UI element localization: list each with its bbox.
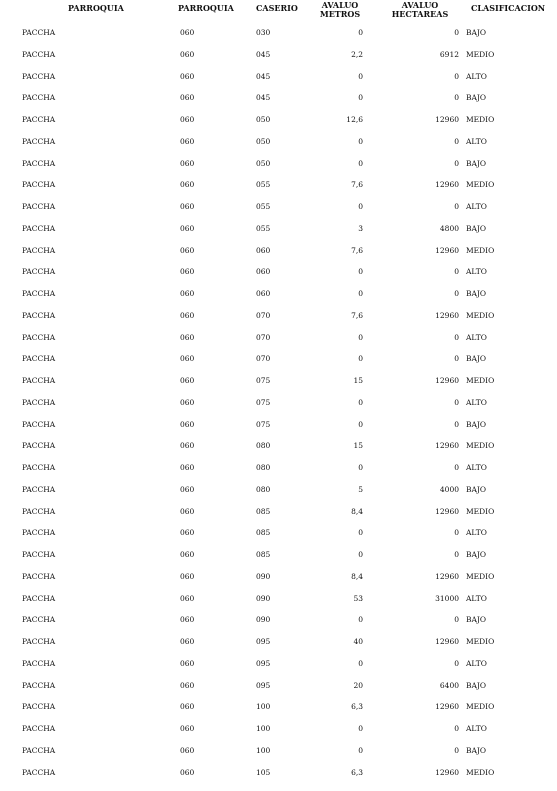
cell-parroquia: PACCHA: [22, 180, 56, 190]
cell-avaluo-hectareas: 0: [454, 332, 459, 342]
cell-avaluo-hectareas: 0: [454, 71, 459, 81]
cell-parroquia: PACCHA: [22, 202, 56, 211]
cell-clasificacion: BAJO: [466, 615, 487, 625]
cell-parroquia: PACCHA: [22, 484, 56, 494]
cell-avaluo-hectareas: 0: [454, 615, 459, 625]
cell-parroquia: PACCHA: [22, 615, 56, 625]
cell-avaluo-hectareas: 6912: [439, 49, 459, 59]
header-parroquia-1: PARROQUIA: [68, 3, 124, 13]
cell-caserio: 075: [256, 397, 271, 407]
cell-avaluo-hectareas: 0: [454, 724, 459, 733]
cell-avaluo-hectareas: 12960: [435, 571, 459, 581]
cell-avaluo-metros: 12,6: [346, 115, 363, 124]
cell-parroquia: PACCHA: [22, 158, 56, 168]
header-parroquia-2: PARROQUIA: [178, 3, 234, 13]
cell-clasificacion: ALTO: [466, 658, 487, 668]
cell-parroquia-code: 060: [180, 71, 195, 81]
cell-avaluo-hectareas: 0: [454, 202, 459, 211]
cell-clasificacion: BAJO: [466, 158, 487, 168]
cell-parroquia-code: 060: [180, 550, 195, 559]
table-row: [0, 48, 557, 70]
cell-avaluo-metros: 5: [358, 484, 363, 494]
cell-avaluo-hectareas: 0: [454, 93, 459, 103]
cell-parroquia-code: 060: [180, 202, 195, 211]
table-row: [0, 548, 557, 570]
cell-avaluo-hectareas: 12960: [435, 441, 459, 451]
table-row: [0, 722, 557, 744]
cell-avaluo-metros: 0: [358, 658, 363, 668]
table-row: [0, 744, 557, 766]
table-row: [0, 157, 557, 179]
cell-avaluo-metros: 6,3: [351, 767, 363, 777]
cell-caserio: 085: [256, 506, 271, 516]
cell-avaluo-metros: 0: [358, 93, 363, 103]
cell-clasificacion: MEDIO: [466, 767, 495, 777]
table-row: [0, 374, 557, 396]
cell-parroquia: PACCHA: [22, 49, 56, 59]
cell-caserio: 070: [256, 354, 271, 364]
cell-avaluo-metros: 0: [358, 202, 363, 211]
table-row: [0, 766, 557, 788]
cell-clasificacion: MEDIO: [466, 245, 495, 255]
table-row: [0, 657, 557, 679]
table-row: [0, 679, 557, 701]
cell-parroquia-code: 060: [180, 397, 195, 407]
header-caserio: CASERIO: [256, 3, 298, 13]
cell-avaluo-metros: 0: [358, 267, 363, 277]
cell-avaluo-metros: 0: [358, 463, 363, 472]
table-body: [0, 26, 557, 787]
cell-parroquia: PACCHA: [22, 702, 56, 712]
cell-avaluo-hectareas: 12960: [435, 115, 459, 124]
cell-parroquia-code: 060: [180, 745, 195, 755]
cell-parroquia-code: 060: [180, 463, 195, 472]
cell-parroquia: PACCHA: [22, 376, 56, 385]
cell-parroquia: PACCHA: [22, 767, 56, 777]
cell-avaluo-metros: 2,2: [351, 49, 363, 59]
table-row: [0, 439, 557, 461]
cell-caserio: 100: [256, 745, 271, 755]
cell-avaluo-metros: 53: [353, 593, 363, 603]
cell-clasificacion: ALTO: [466, 202, 487, 211]
cell-parroquia: PACCHA: [22, 463, 56, 472]
cell-parroquia: PACCHA: [22, 528, 56, 538]
cell-parroquia: PACCHA: [22, 332, 56, 342]
cell-avaluo-metros: 8,4: [351, 506, 363, 516]
cell-parroquia-code: 060: [180, 702, 195, 712]
cell-parroquia: PACCHA: [22, 441, 56, 451]
cell-parroquia: PACCHA: [22, 506, 56, 516]
cell-caserio: 055: [256, 202, 271, 211]
cell-caserio: 105: [256, 767, 271, 777]
header-avaluo-hectareas-line1: AVALUO: [401, 0, 439, 10]
cell-avaluo-hectareas: 0: [454, 267, 459, 277]
cell-avaluo-hectareas: 4000: [439, 484, 459, 494]
cell-avaluo-metros: 0: [358, 71, 363, 81]
cell-parroquia-code: 060: [180, 680, 195, 690]
cell-parroquia-code: 060: [180, 528, 195, 538]
cell-avaluo-hectareas: 0: [454, 419, 459, 429]
cell-avaluo-metros: 3: [358, 223, 363, 233]
cell-parroquia: PACCHA: [22, 310, 56, 320]
cell-caserio: 060: [256, 267, 271, 277]
cell-avaluo-hectareas: 0: [454, 158, 459, 168]
cell-parroquia-code: 060: [180, 115, 195, 124]
cell-clasificacion: BAJO: [466, 745, 487, 755]
cell-avaluo-hectareas: 0: [454, 528, 459, 538]
cell-parroquia: PACCHA: [22, 680, 56, 690]
table-row: [0, 331, 557, 353]
cell-parroquia: PACCHA: [22, 550, 56, 559]
cell-clasificacion: ALTO: [466, 463, 487, 472]
cell-caserio: 095: [256, 658, 271, 668]
cell-clasificacion: MEDIO: [466, 115, 495, 124]
cell-caserio: 030: [256, 28, 271, 37]
cell-clasificacion: MEDIO: [466, 310, 495, 320]
cell-clasificacion: ALTO: [466, 593, 487, 603]
table-row: [0, 309, 557, 331]
cell-clasificacion: BAJO: [466, 289, 487, 298]
cell-parroquia: PACCHA: [22, 289, 56, 298]
cell-caserio: 085: [256, 550, 271, 559]
cell-caserio: 045: [256, 49, 271, 59]
cell-parroquia: PACCHA: [22, 115, 56, 124]
cell-parroquia-code: 060: [180, 49, 195, 59]
cell-clasificacion: BAJO: [466, 93, 487, 103]
cell-parroquia: PACCHA: [22, 724, 56, 733]
table-row: [0, 570, 557, 592]
cell-parroquia-code: 060: [180, 724, 195, 733]
cell-clasificacion: ALTO: [466, 267, 487, 277]
cell-parroquia-code: 060: [180, 767, 195, 777]
table-row: [0, 613, 557, 635]
cell-caserio: 080: [256, 463, 271, 472]
table-row: [0, 700, 557, 722]
cell-avaluo-metros: 0: [358, 724, 363, 733]
cell-parroquia-code: 060: [180, 571, 195, 581]
cell-caserio: 045: [256, 93, 271, 103]
cell-clasificacion: MEDIO: [466, 702, 495, 712]
cell-caserio: 050: [256, 115, 271, 124]
cell-parroquia-code: 060: [180, 267, 195, 277]
cell-avaluo-hectareas: 0: [454, 28, 459, 37]
cell-avaluo-hectareas: 12960: [435, 637, 459, 646]
cell-clasificacion: MEDIO: [466, 376, 495, 385]
cell-clasificacion: ALTO: [466, 397, 487, 407]
cell-clasificacion: MEDIO: [466, 49, 495, 59]
table-row: [0, 635, 557, 657]
cell-parroquia-code: 060: [180, 593, 195, 603]
cell-caserio: 050: [256, 136, 271, 146]
cell-parroquia-code: 060: [180, 441, 195, 451]
table-row: [0, 265, 557, 287]
cell-avaluo-metros: 0: [358, 289, 363, 298]
cell-parroquia-code: 060: [180, 289, 195, 298]
cell-avaluo-hectareas: 0: [454, 550, 459, 559]
cell-avaluo-hectareas: 0: [454, 463, 459, 472]
cell-avaluo-metros: 7,6: [351, 180, 363, 190]
cell-clasificacion: ALTO: [466, 528, 487, 538]
cell-avaluo-hectareas: 12960: [435, 245, 459, 255]
table-row: [0, 178, 557, 200]
cell-parroquia: PACCHA: [22, 28, 56, 37]
cell-parroquia-code: 060: [180, 136, 195, 146]
header-avaluo-metros-line1: AVALUO: [321, 0, 359, 10]
cell-avaluo-metros: 6,3: [351, 702, 363, 712]
cell-parroquia-code: 060: [180, 332, 195, 342]
cell-avaluo-metros: 0: [358, 397, 363, 407]
cell-avaluo-hectareas: 0: [454, 136, 459, 146]
cell-avaluo-hectareas: 0: [454, 658, 459, 668]
cell-caserio: 070: [256, 310, 271, 320]
cell-avaluo-hectareas: 12960: [435, 310, 459, 320]
cell-clasificacion: MEDIO: [466, 637, 495, 646]
table-row: [0, 461, 557, 483]
cell-caserio: 090: [256, 615, 271, 625]
cell-avaluo-metros: 40: [353, 637, 363, 646]
cell-avaluo-hectareas: 12960: [435, 767, 459, 777]
table-row: [0, 113, 557, 135]
cell-caserio: 055: [256, 180, 271, 190]
cell-caserio: 095: [256, 680, 271, 690]
cell-parroquia: PACCHA: [22, 223, 56, 233]
cell-parroquia-code: 060: [180, 223, 195, 233]
cell-clasificacion: BAJO: [466, 28, 487, 37]
cell-caserio: 075: [256, 419, 271, 429]
table-row: [0, 483, 557, 505]
cell-avaluo-hectareas: 6400: [439, 680, 459, 690]
cell-clasificacion: BAJO: [466, 680, 487, 690]
cell-avaluo-hectareas: 0: [454, 289, 459, 298]
cell-avaluo-hectareas: 4800: [439, 223, 459, 233]
cell-avaluo-metros: 7,6: [351, 245, 363, 255]
cell-avaluo-metros: 0: [358, 158, 363, 168]
cell-caserio: 080: [256, 484, 271, 494]
header-avaluo-metros-line2: METROS: [319, 9, 361, 19]
cell-avaluo-metros: 15: [353, 376, 363, 385]
table-row: [0, 396, 557, 418]
cell-avaluo-metros: 0: [358, 354, 363, 364]
header-avaluo-hectareas: [385, 1, 455, 19]
cell-parroquia: PACCHA: [22, 419, 56, 429]
cell-parroquia: PACCHA: [22, 745, 56, 755]
cell-parroquia-code: 060: [180, 615, 195, 625]
cell-parroquia-code: 060: [180, 93, 195, 103]
cell-parroquia-code: 060: [180, 506, 195, 516]
cell-caserio: 100: [256, 724, 271, 733]
cell-avaluo-metros: 0: [358, 615, 363, 625]
cell-caserio: 060: [256, 289, 271, 298]
table-row: [0, 352, 557, 374]
cell-parroquia-code: 060: [180, 354, 195, 364]
cell-caserio: 085: [256, 528, 271, 538]
table-row: [0, 135, 557, 157]
cell-parroquia: PACCHA: [22, 397, 56, 407]
header-avaluo-metros: [315, 1, 365, 19]
cell-caserio: 090: [256, 593, 271, 603]
cell-parroquia: PACCHA: [22, 71, 56, 81]
cell-parroquia-code: 060: [180, 484, 195, 494]
cell-avaluo-metros: 0: [358, 332, 363, 342]
cell-avaluo-metros: 0: [358, 419, 363, 429]
cell-clasificacion: BAJO: [466, 419, 487, 429]
cell-avaluo-hectareas: 12960: [435, 180, 459, 190]
cell-parroquia: PACCHA: [22, 136, 56, 146]
header-avaluo-hectareas-line2: HECTAREAS: [391, 9, 449, 19]
cell-parroquia: PACCHA: [22, 571, 56, 581]
cell-caserio: 070: [256, 332, 271, 342]
cell-clasificacion: ALTO: [466, 332, 487, 342]
cell-parroquia: PACCHA: [22, 637, 56, 646]
cell-avaluo-metros: 0: [358, 136, 363, 146]
table-row: [0, 244, 557, 266]
cell-caserio: 090: [256, 571, 271, 581]
cell-avaluo-hectareas: 12960: [435, 376, 459, 385]
cell-caserio: 055: [256, 223, 271, 233]
cell-clasificacion: MEDIO: [466, 441, 495, 451]
cell-caserio: 095: [256, 637, 271, 646]
cell-avaluo-metros: 0: [358, 528, 363, 538]
cell-avaluo-metros: 15: [353, 441, 363, 451]
table-row: [0, 287, 557, 309]
cell-avaluo-metros: 8,4: [351, 571, 363, 581]
table-row: [0, 91, 557, 113]
cell-caserio: 080: [256, 441, 271, 451]
cell-parroquia: PACCHA: [22, 93, 56, 103]
cell-avaluo-hectareas: 12960: [435, 702, 459, 712]
table-row: [0, 418, 557, 440]
cell-avaluo-metros: 7,6: [351, 310, 363, 320]
cell-avaluo-hectareas: 31000: [435, 593, 459, 603]
cell-clasificacion: ALTO: [466, 724, 487, 733]
table-row: [0, 70, 557, 92]
cell-clasificacion: MEDIO: [466, 506, 495, 516]
cell-clasificacion: BAJO: [466, 223, 487, 233]
cell-clasificacion: BAJO: [466, 484, 487, 494]
cell-parroquia-code: 060: [180, 28, 195, 37]
cell-parroquia: PACCHA: [22, 658, 56, 668]
cell-parroquia-code: 060: [180, 419, 195, 429]
cell-clasificacion: ALTO: [466, 136, 487, 146]
cell-parroquia: PACCHA: [22, 267, 56, 277]
header-clasificacion: CLASIFICACION: [471, 3, 546, 13]
cell-parroquia-code: 060: [180, 180, 195, 190]
cell-parroquia: PACCHA: [22, 354, 56, 364]
cell-caserio: 045: [256, 71, 271, 81]
cell-clasificacion: MEDIO: [466, 571, 495, 581]
cell-parroquia-code: 060: [180, 245, 195, 255]
cell-clasificacion: ALTO: [466, 71, 487, 81]
cell-caserio: 100: [256, 702, 271, 712]
cell-parroquia-code: 060: [180, 637, 195, 646]
table-row: [0, 592, 557, 614]
cell-caserio: 060: [256, 245, 271, 255]
cell-parroquia: PACCHA: [22, 245, 56, 255]
cell-avaluo-metros: 0: [358, 550, 363, 559]
cell-parroquia: PACCHA: [22, 593, 56, 603]
cell-avaluo-metros: 0: [358, 745, 363, 755]
cell-avaluo-metros: 20: [353, 680, 363, 690]
cell-parroquia-code: 060: [180, 310, 195, 320]
table-row: [0, 222, 557, 244]
cell-caserio: 075: [256, 376, 271, 385]
cell-avaluo-hectareas: 0: [454, 354, 459, 364]
table-row: [0, 505, 557, 527]
cell-clasificacion: BAJO: [466, 354, 487, 364]
cell-avaluo-hectareas: 12960: [435, 506, 459, 516]
cell-clasificacion: MEDIO: [466, 180, 495, 190]
cell-parroquia-code: 060: [180, 158, 195, 168]
cell-caserio: 050: [256, 158, 271, 168]
table-row: [0, 526, 557, 548]
cell-parroquia-code: 060: [180, 658, 195, 668]
cell-avaluo-hectareas: 0: [454, 397, 459, 407]
cell-avaluo-hectareas: 0: [454, 745, 459, 755]
cell-clasificacion: BAJO: [466, 550, 487, 559]
table-row: [0, 200, 557, 222]
cell-parroquia-code: 060: [180, 376, 195, 385]
cell-avaluo-metros: 0: [358, 28, 363, 37]
table-row: [0, 26, 557, 48]
